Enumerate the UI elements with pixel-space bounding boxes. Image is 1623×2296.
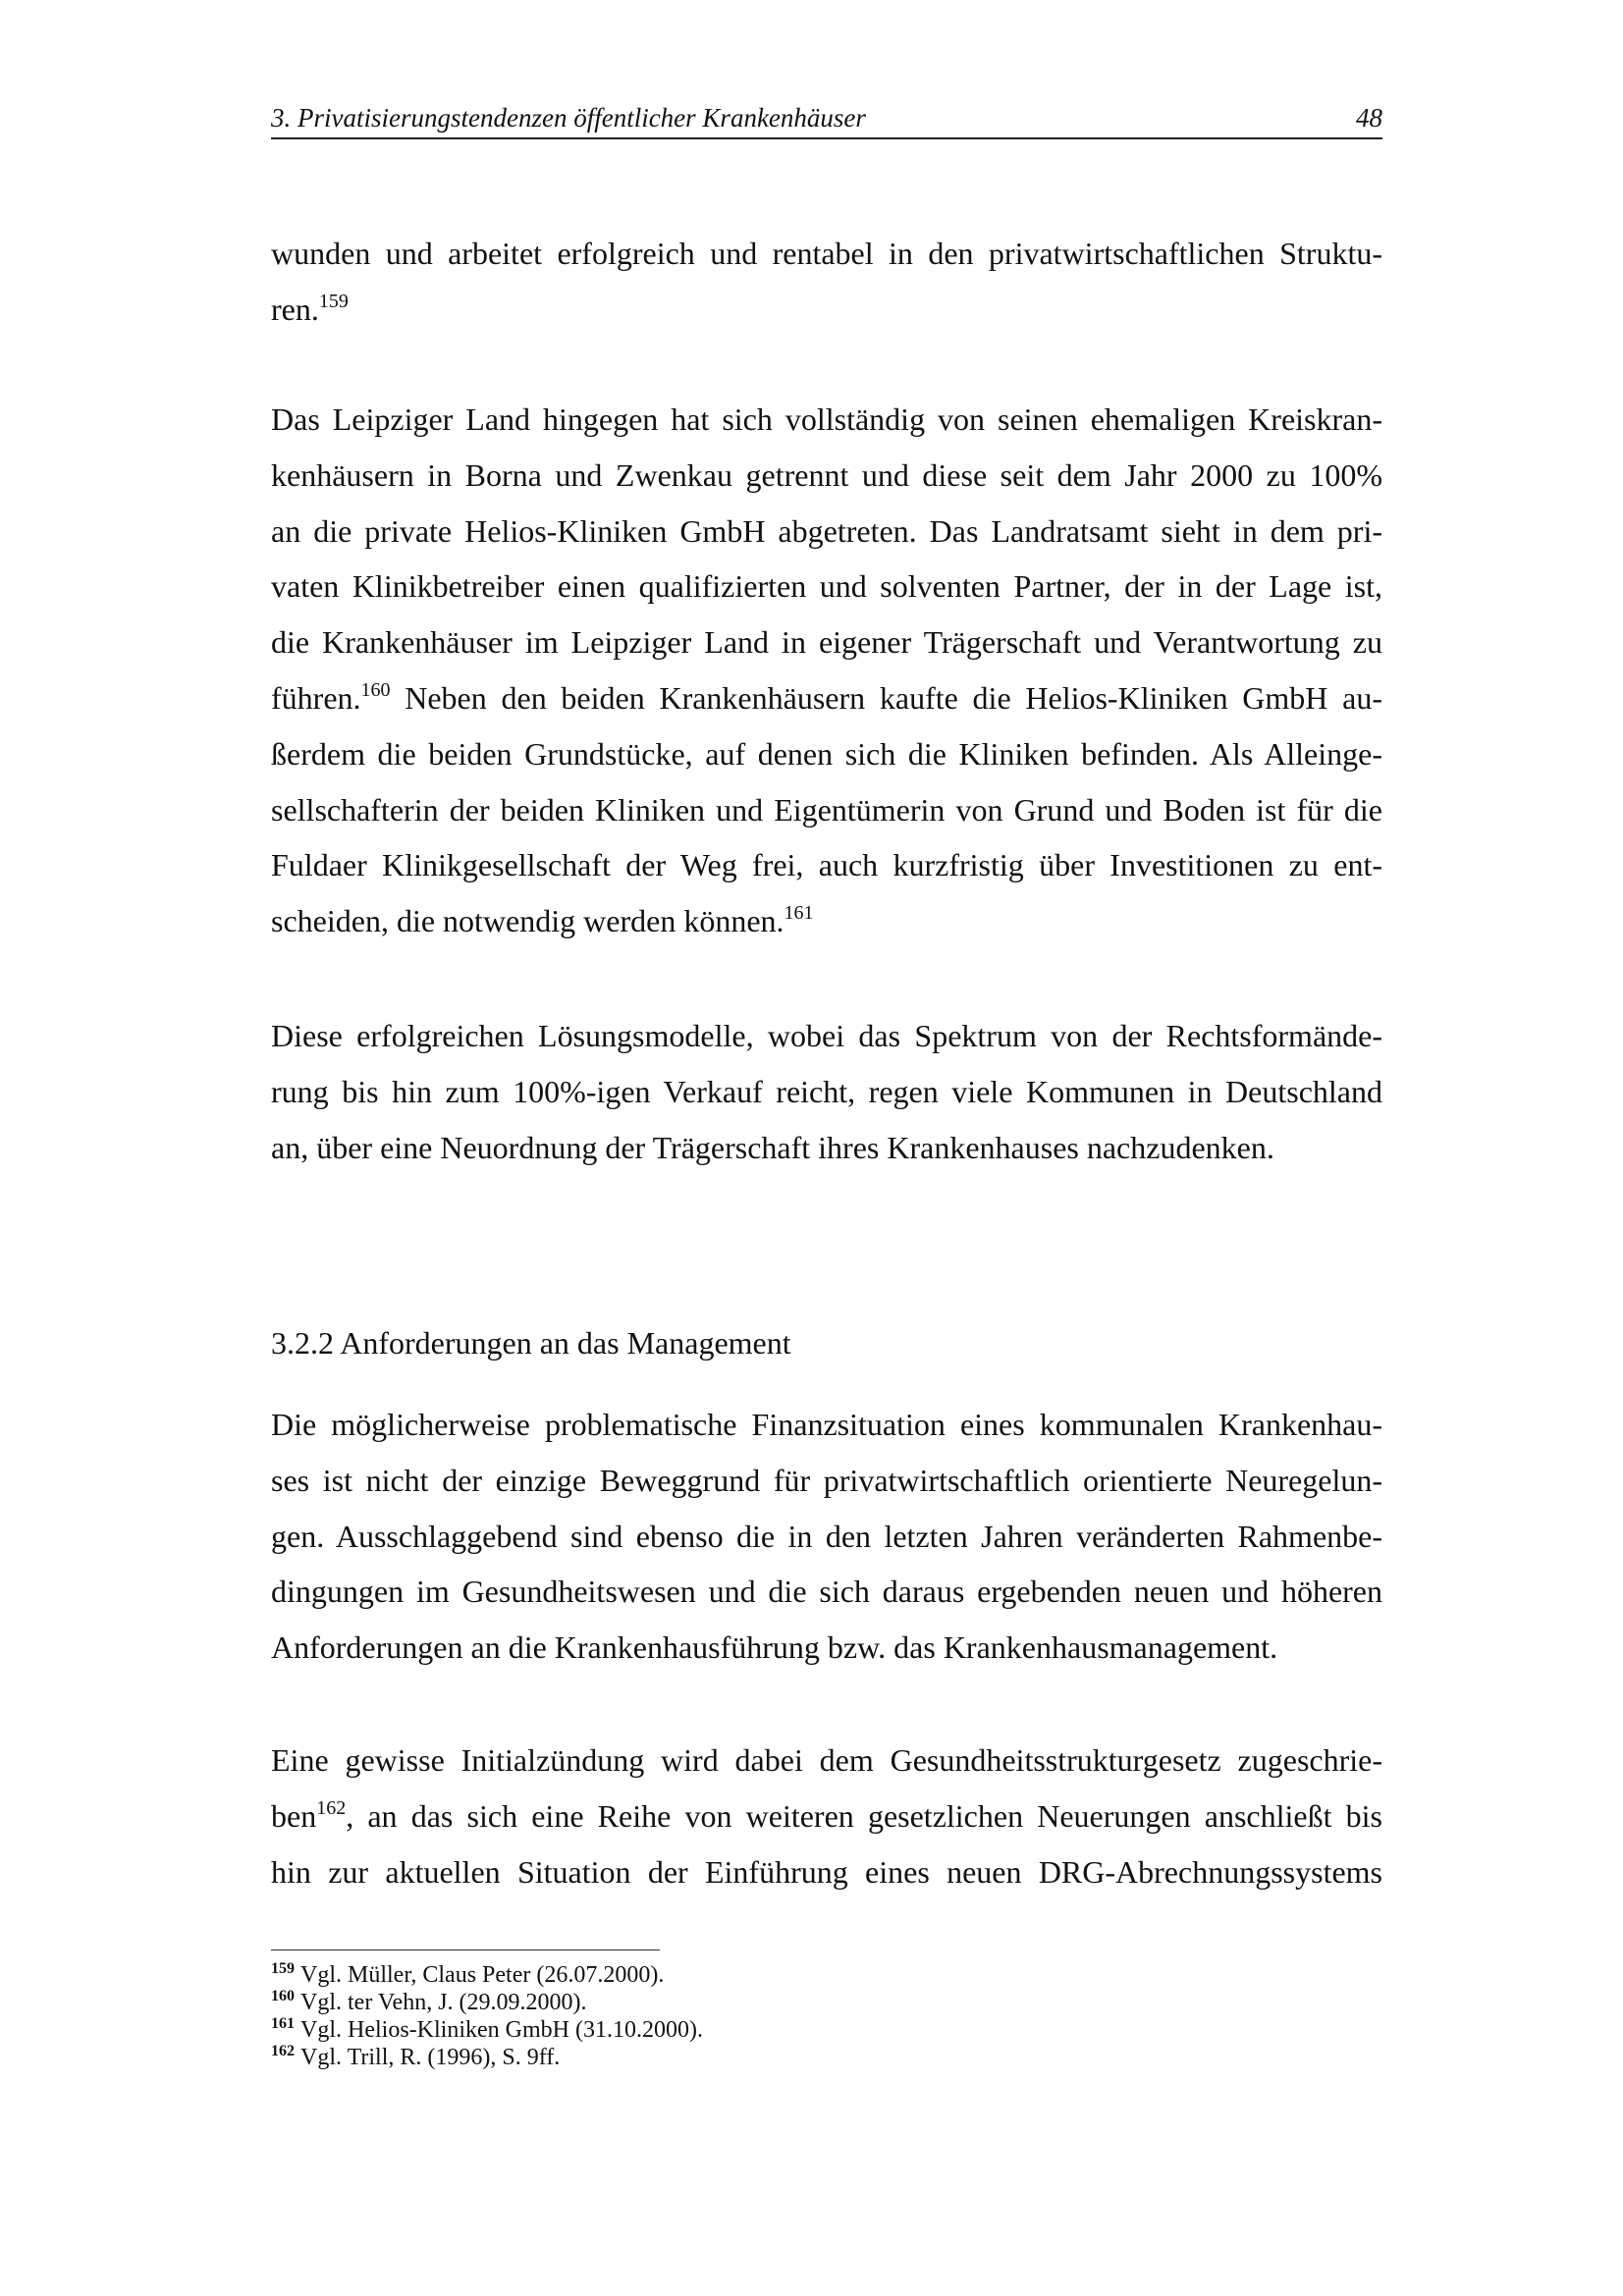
text-line (271, 282, 1382, 338)
paragraph-3 (271, 1008, 1382, 1175)
text-line: hin zur aktuellen Situation der Einführung eines neuen DRG-Abrechnungssystems (271, 1853, 1382, 1890)
text-line: die Krankenhäuser im Leipziger Land in eigener Trägerschaft und Verantwortung zu (271, 624, 1382, 661)
text-line: Fuldaer Klinikgesellschaft der Weg frei, auch kurzfristig über Investitionen zu ent- (271, 847, 1382, 883)
footnote-text: Vgl. Helios-Kliniken GmbH (31.10.2000). (300, 2017, 703, 2043)
text-line: an, über eine Neuordnung der Trägerschaft ihres Krankenhauses nachzudenken. (271, 1129, 1274, 1165)
footnotes (271, 1961, 1382, 2071)
footnote-number: 161 (271, 2015, 295, 2032)
text-line: Eine gewisse Initialzündung wird dabei dem Gesundheitsstrukturgesetz zugeschrie- (271, 1742, 1382, 1778)
text-line (271, 1789, 1382, 1844)
text-line: rung bis hin zum 100%-igen Verkauf reicht, regen viele Kommunen in Deutschland (271, 1073, 1382, 1109)
footnote-ref[interactable]: 161 (784, 902, 814, 925)
text-fragment: ren. (271, 291, 319, 327)
footnote (271, 1961, 1382, 1989)
text-line (271, 893, 1382, 949)
footnote-text: Vgl. Müller, Claus Peter (26.07.2000). (300, 1962, 665, 1988)
paragraph-1 (271, 226, 1382, 338)
text-line (271, 670, 1382, 726)
text-line: Diese erfolgreichen Lösungsmodelle, wobei das Spektrum von der Rechtsformände- (271, 1018, 1382, 1053)
text-line: an die private Helios-Kliniken GmbH abgetreten. Das Landratsamt sieht in dem pri- (271, 512, 1382, 549)
text-fragment: , an das sich eine Reihe von weiteren gesetzlichen Neuerungen anschließt bis (346, 1797, 1382, 1834)
footnote-number: 160 (271, 1988, 295, 2004)
text-fragment: scheiden, die notwendig werden können. (271, 903, 784, 939)
text-line: ses ist nicht der einzige Beweggrund für privatwirtschaftlich orientierte Neuregelun- (271, 1462, 1382, 1498)
text-fragment: Neben den beiden Krankenhäusern kaufte die Helios-Kliniken GmbH au- (390, 679, 1382, 716)
footnote (271, 2044, 1382, 2071)
footnote (271, 2016, 1382, 2044)
text-line: kenhäusern in Borna und Zwenkau getrennt und diese seit dem Jahr 2000 zu 100% (271, 456, 1382, 493)
paragraph-2 (271, 392, 1382, 949)
text-line: wunden und arbeitet erfolgreich und rentabel in den privatwirtschaftlichen Struktu- (271, 236, 1382, 271)
paragraph-5 (271, 1733, 1382, 1899)
footnote-separator (271, 1949, 660, 1950)
page-number: 48 (1356, 103, 1382, 133)
text-line: sellschafterin der beiden Kliniken und Eigentümerin von Grund und Boden ist für die (271, 791, 1382, 828)
text-fragment: führen. (271, 679, 361, 716)
text-line: gen. Ausschlaggebend sind ebenso die in den letzten Jahren veränderten Rahmenbe- (271, 1518, 1382, 1554)
text-line: vaten Klinikbetreiber einen qualifizierten und solventen Partner, der in der Lage ist, (271, 568, 1382, 605)
text-line: dingungen im Gesundheitswesen und die sich daraus ergebenden neuen und höheren (271, 1574, 1382, 1610)
running-header (271, 98, 1382, 139)
text-line: Das Leipziger Land hingegen hat sich vollständig von seinen ehemaligen Kreiskran- (271, 401, 1382, 437)
footnote-number: 162 (271, 2043, 295, 2059)
text-line: Die möglicherweise problematische Finanzsituation eines kommunalen Krankenhau- (271, 1407, 1382, 1442)
footnote (271, 1989, 1382, 2016)
header-title: 3. Privatisierungstendenzen öffentlicher Krankenhäuser (271, 103, 866, 133)
section-heading: 3.2.2 Anforderungen an das Management (271, 1325, 791, 1361)
footnote-ref[interactable]: 159 (318, 290, 349, 312)
paragraph-4 (271, 1397, 1382, 1676)
footnote-number: 159 (271, 1960, 295, 1977)
footnote-ref[interactable]: 162 (316, 1796, 347, 1819)
text-line: ßerdem die beiden Grundstücke, auf denen sich die Kliniken befinden. Als Alleinge- (271, 735, 1382, 772)
text-line: Anforderungen an die Krankenhausführung bzw. das Krankenhausmanagement. (271, 1629, 1278, 1666)
footnote-ref[interactable]: 160 (360, 678, 391, 701)
text-fragment: ben (271, 1797, 317, 1834)
footnote-text: Vgl. ter Vehn, J. (29.09.2000). (300, 1990, 587, 2015)
footnote-text: Vgl. Trill, R. (1996), S. 9ff. (300, 2045, 561, 2070)
